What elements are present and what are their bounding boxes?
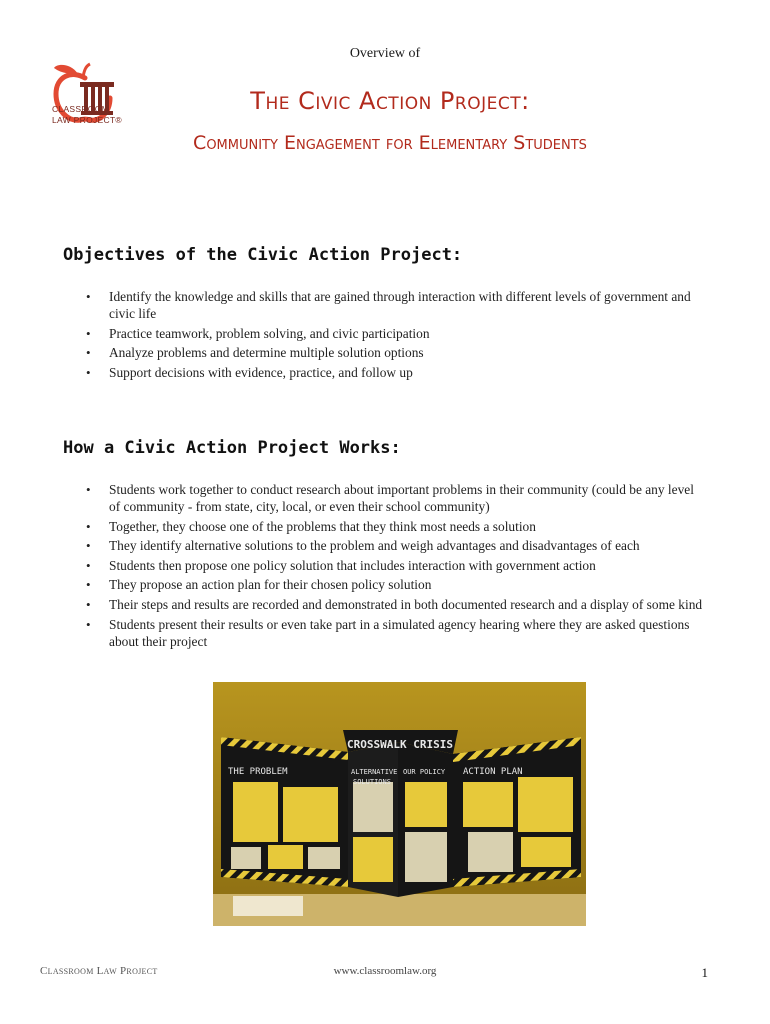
list-item: • Students work together to conduct research about important problems in their community (could be any level of community - from state, city, local, or even their school community) [86,481,706,515]
footer-website-link[interactable]: www.classroomlaw.org [333,965,437,977]
how-it-works-heading: How a Civic Action Project Works: [63,438,401,458]
objectives-heading: Objectives of the Civic Action Project: [63,245,463,265]
panel-label: ACTION PLAN [463,767,523,777]
display-board-illustration [213,682,586,926]
document-subtitle: Community Engagement for Elementary Students [193,132,587,154]
list-item: • Their steps and results are recorded and demonstrated in both documented research and a display of some kind [86,596,706,613]
list-item: • Students then propose one policy solution that includes interaction with government action [86,557,706,574]
logo-line-1: CLASSROOM [52,104,110,114]
document-title: The Civic Action Project: [250,87,530,115]
list-item: • They propose an action plan for their chosen policy solution [86,576,706,593]
banner-text: CROSSWALK CRISIS [347,738,453,751]
list-item: • Support decisions with evidence, practice, and follow up [86,364,706,381]
logo-line-2: LAW PROJECT® [52,115,122,125]
list-item: • They identify alternative solutions to the problem and weigh advantages and disadvantages of each [86,537,706,554]
footer-organization: Classroom Law Project [40,965,158,977]
how-it-works-list [86,481,706,652]
list-item: • Practice teamwork, problem solving, and civic participation [86,325,706,342]
list-item: • Students present their results or even take part in a simulated agency hearing where they are asked questions about their project [86,616,706,650]
objectives-list [86,288,706,383]
list-item: • Analyze problems and determine multiple solution options [86,344,706,361]
list-item: • Identify the knowledge and skills that are gained through interaction with different levels of government and civic life [86,288,706,322]
display-board-photo [213,682,586,926]
panel-label: THE PROBLEM [228,767,288,777]
panel-label: OUR POLICY [403,768,446,776]
panel-label: ALTERNATIVE [351,768,398,776]
page-number: 1 [701,965,708,980]
list-item: • Together, they choose one of the problems that they think most needs a solution [86,518,706,535]
overview-label: Overview of [349,46,421,61]
panel-label: SOLUTIONS [353,778,391,786]
